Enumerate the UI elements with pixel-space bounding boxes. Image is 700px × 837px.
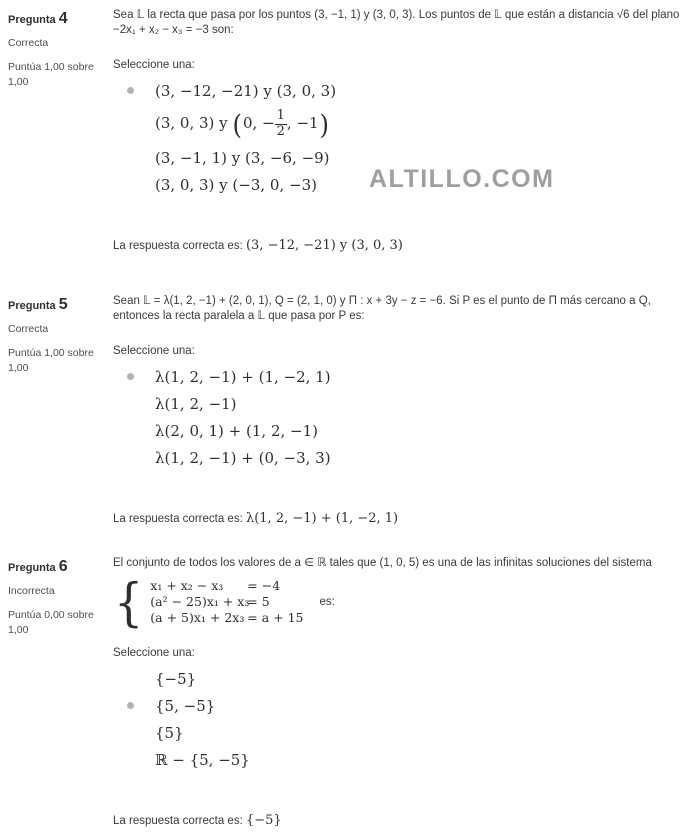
radio-cell [119,427,141,434]
correct-answer-value: {−5} [245,813,282,829]
question-title [8,296,105,314]
equation-row: (a + 5)x₁ + 2x₃ = a + 15 [150,610,304,626]
answer-option[interactable] [113,417,693,444]
option-text: (3, −12, −21) y (3, 0, 3) [155,81,337,100]
equation-rows [150,578,303,626]
options-list [113,665,693,773]
correct-answer-value: (3, −12, −21) y (3, 0, 3) [245,238,403,254]
option-text: λ(1, 2, −1) [155,394,237,413]
option-text: λ(1, 2, −1) + (1, −2, 1) [155,367,331,386]
question-text: Sean 𝕃 = λ(1, 2, −1) + (2, 0, 1), Q = (2, 1, 0) y Π : x + 3y − z = −6. Si P es el punto de Π más cercano a Q, entonces la recta paralela a 𝕃 que pasa por P es: [113,295,651,323]
radio-selected-icon[interactable] [127,87,134,94]
option-text: {5, −5} [155,696,216,715]
radio-cell [119,675,141,682]
radio-cell [119,454,141,461]
question-content [113,294,693,526]
answer-option[interactable] [113,363,693,390]
question-label: Pregunta [8,562,56,574]
question-content [113,556,693,828]
status-badge: Incorrecta [8,585,55,597]
question-label: Pregunta [8,300,56,312]
question-number: 4 [58,10,68,27]
question-number: 6 [58,558,68,575]
radio-cell [119,729,141,736]
radio-selected-icon[interactable] [127,702,134,709]
equation-row: x₁ + x₂ − x₃ = −4 [150,578,281,594]
answer-option[interactable] [113,444,693,471]
radio-cell [119,121,141,128]
correct-answer-line [113,813,693,828]
options-list [113,363,693,471]
system-suffix: es: [319,596,335,609]
select-prompt: Seleccione una: [113,345,195,358]
correct-answer-value: λ(1, 2, −1) + (1, −2, 1) [245,511,399,527]
question-block-6 [0,556,700,828]
question-block-5 [0,294,700,526]
radio-cell [119,702,141,709]
status-badge: Correcta [8,37,49,49]
question-number: 5 [58,296,68,313]
option-text: (3, 0, 3) y (0, − $\frac{1}{2}$ , −1) [155,108,329,142]
correct-answer-label: La respuesta correcta es: [113,240,243,253]
correct-answer-label: La respuesta correcta es: [113,815,243,828]
question-title [8,558,105,576]
grade-text: Puntúa 1,00 sobre 1,00 [8,61,94,88]
question-text: El conjunto de todos los valores de a ∈ ℝ tales que (1, 0, 5) es una de las infinitas soluciones del sistema [113,557,652,569]
option-text: ℝ − {5, −5} [155,750,250,769]
option-text: λ(1, 2, −1) + (0, −3, 3) [155,448,331,467]
left-brace: { [114,571,144,633]
question-block-4 [0,8,700,253]
equation-row: (a² − 25)x₁ + x₃= 5 [150,594,270,610]
option-text: (3, −1, 1) y (3, −6, −9) [155,148,330,167]
answer-option[interactable] [113,746,693,773]
option-text: λ(2, 0, 1) + (1, 2, −1) [155,421,318,440]
answer-option[interactable] [113,665,693,692]
answer-option[interactable] [113,692,693,719]
status-badge: Correcta [8,323,49,335]
question-text: Sea 𝕃 la recta que pasa por los puntos (3, −1, 1) y (3, 0, 3). Los puntos de 𝕃 que están a distancia √6 del plano −2x₁ + x₂ − x₃ = −3 son: [113,9,680,37]
select-prompt: Seleccione una: [113,647,195,660]
radio-cell [119,400,141,407]
fraction: $\frac{1}{2}$ [276,108,285,139]
option-text: {−5} [155,669,197,688]
select-prompt: Seleccione una: [113,59,195,72]
question-info-panel [8,558,105,637]
question-content [113,8,693,253]
grade-text: Puntúa 1,00 sobre 1,00 [8,347,94,374]
grade-text: Puntúa 0,00 sobre 1,00 [8,609,94,636]
answer-option[interactable] [113,719,693,746]
question-label: Pregunta [8,14,56,26]
altillo-watermark: ALTILLO.COM [369,165,555,193]
radio-cell [119,181,141,188]
radio-cell [119,373,141,380]
radio-selected-icon[interactable] [127,373,134,380]
correct-answer-line [113,511,693,526]
radio-cell [119,756,141,763]
correct-answer-line [113,238,693,253]
question-info-panel [8,296,105,375]
option-text: {5} [155,723,184,742]
option-text: (3, 0, 3) y (−3, 0, −3) [155,175,317,194]
answer-option[interactable] [113,104,693,144]
radio-cell [119,154,141,161]
correct-answer-label: La respuesta correcta es: [113,513,243,526]
answer-option[interactable] [113,390,693,417]
question-title [8,10,105,28]
equation-system [114,571,693,633]
answer-option[interactable] [113,77,693,104]
radio-cell [119,87,141,94]
question-info-panel [8,10,105,89]
